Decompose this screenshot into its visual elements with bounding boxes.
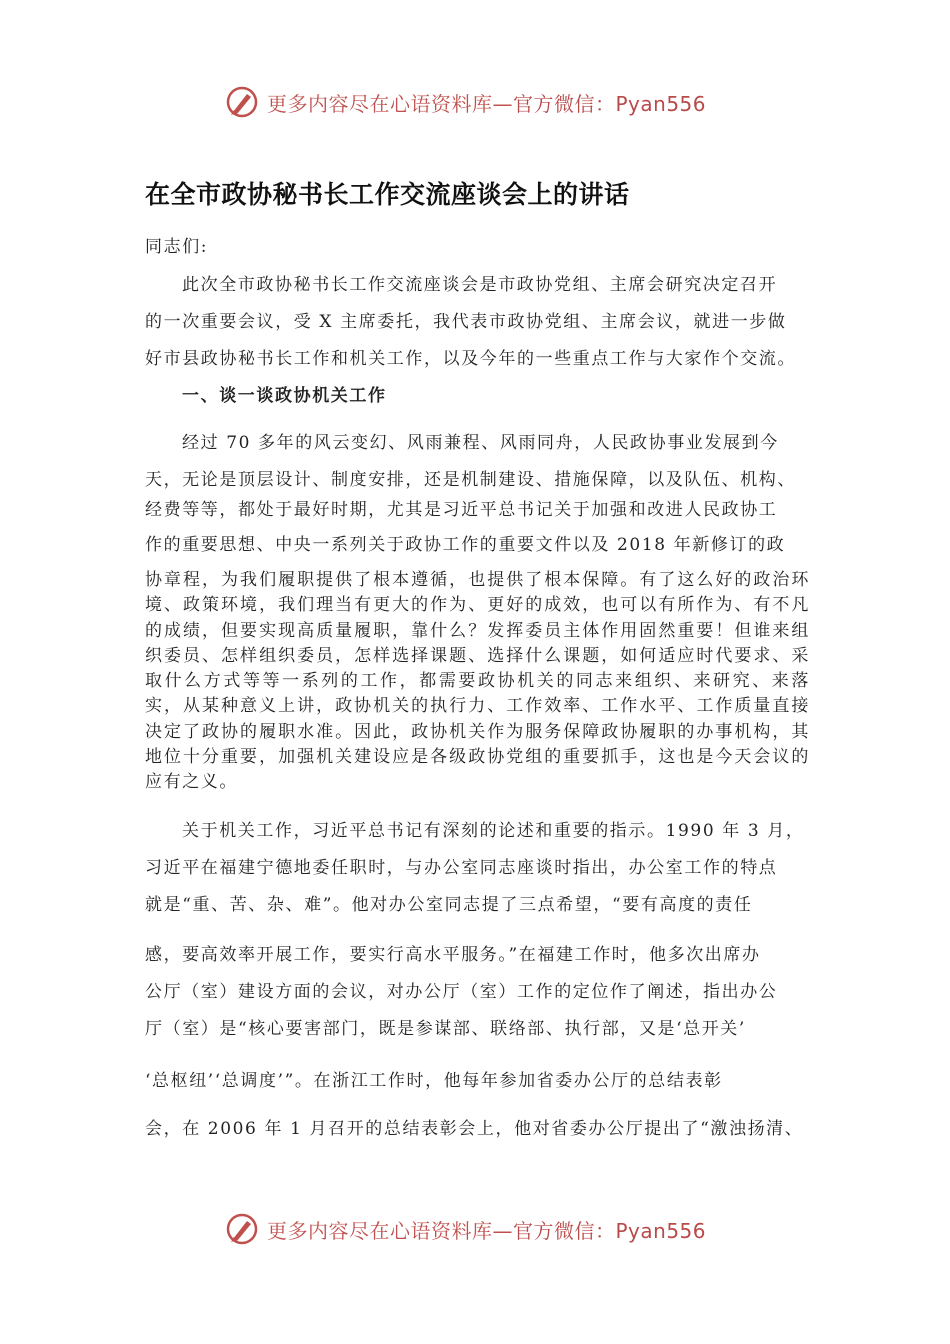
paragraph-line: 公厅（室）建设方面的会议，对办公厅（室）工作的定位作了阐述，指出办公: [145, 982, 778, 1002]
paragraph-line: 厅（室）是“核心要害部门，既是参谋部、联络部、执行部，又是‘总开关’: [145, 1019, 746, 1039]
intro-line: 好市县政协秘书长工作和机关工作，以及今年的一些重点工作与大家作个交流。: [145, 349, 796, 369]
paragraph-line: 会，在 2006 年 1 月召开的总结表彰会上，他对省委办公厅提出了“激浊扬清、: [145, 1119, 804, 1139]
paragraph-line: 就是“重、苦、杂、难”。他对办公室同志提了三点希望，“要有高度的责任: [145, 895, 753, 915]
footer-banner: [225, 1209, 725, 1249]
paragraph-line: 习近平在福建宁德地委任职时，与办公室同志座谈时指出，办公室工作的特点: [145, 858, 778, 878]
pen-logo-icon: [225, 85, 259, 119]
banner-text: 更多内容尽在心语资料库—官方微信：Pyan556: [267, 91, 707, 116]
paragraph-line: ‘总枢纽’‘总调度’”。在浙江工作时，他每年参加省委办公厅的总结表彰: [145, 1071, 723, 1091]
intro-line: 的一次重要会议，受 X 主席委托，我代表市政协党组、主席会议，就进一步做: [145, 312, 787, 332]
paragraph-line: 关于机关工作，习近平总书记有深刻的论述和重要的指示。1990 年 3 月，: [182, 821, 805, 841]
banner-text: 更多内容尽在心语资料库—官方微信：Pyan556: [267, 1218, 707, 1243]
section-heading: 一、谈一谈政协机关工作: [182, 386, 387, 406]
document-title: 在全市政协秘书长工作交流座谈会上的讲话: [145, 180, 630, 209]
header-banner: [225, 82, 725, 122]
pen-logo-icon: [225, 1212, 259, 1246]
paragraph-line: 天，无论是顶层设计、制度安排，还是机制建设、措施保障，以及队伍、机构、: [145, 470, 796, 490]
paragraph-line: 经过 70 多年的风云变幻、风雨兼程、风雨同舟，人民政协事业发展到今: [182, 433, 779, 453]
paragraph-line: 作的重要思想、中央一系列关于政协工作的重要文件以及 2018 年新修订的政: [145, 535, 786, 555]
paragraph-line: 经费等等，都处于最好时期，尤其是习近平总书记关于加强和改进人民政协工: [145, 500, 778, 520]
paragraph-block: 协章程，为我们履职提供了根本遵循，也提供了根本保障。有了这么好的政治环境、政策环境，我们理当有更大的作为、更好的成效，也可以有所作为、有不凡的成绩，但要实现高质量履职，靠什么？发挥委员主体作用固然重要！但谁来组织委员、怎样组织委员，怎样选择课题、选择什么课题，如何适应时代要求、采取什么方式等等一系列的工作，都需要政协机关的同志来组织、来研究、来落实，从某种意义上讲，政协机关的执行力、工作效率、工作水平、工作质量直接决定了政协的履职水准。因此，政协机关作为服务保障政协履职的办事机构，其地位十分重要，加强机关建设应是各级政协党组的重要抓手，这也是今天会议的应有之义。: [145, 570, 810, 793]
paragraph-line: 感，要高效率开展工作，要实行高水平服务。”在福建工作时，他多次出席办: [145, 945, 761, 965]
salutation: 同志们:: [145, 237, 209, 257]
intro-line: 此次全市政协秘书长工作交流座谈会是市政协党组、主席会研究决定召开: [182, 275, 778, 295]
